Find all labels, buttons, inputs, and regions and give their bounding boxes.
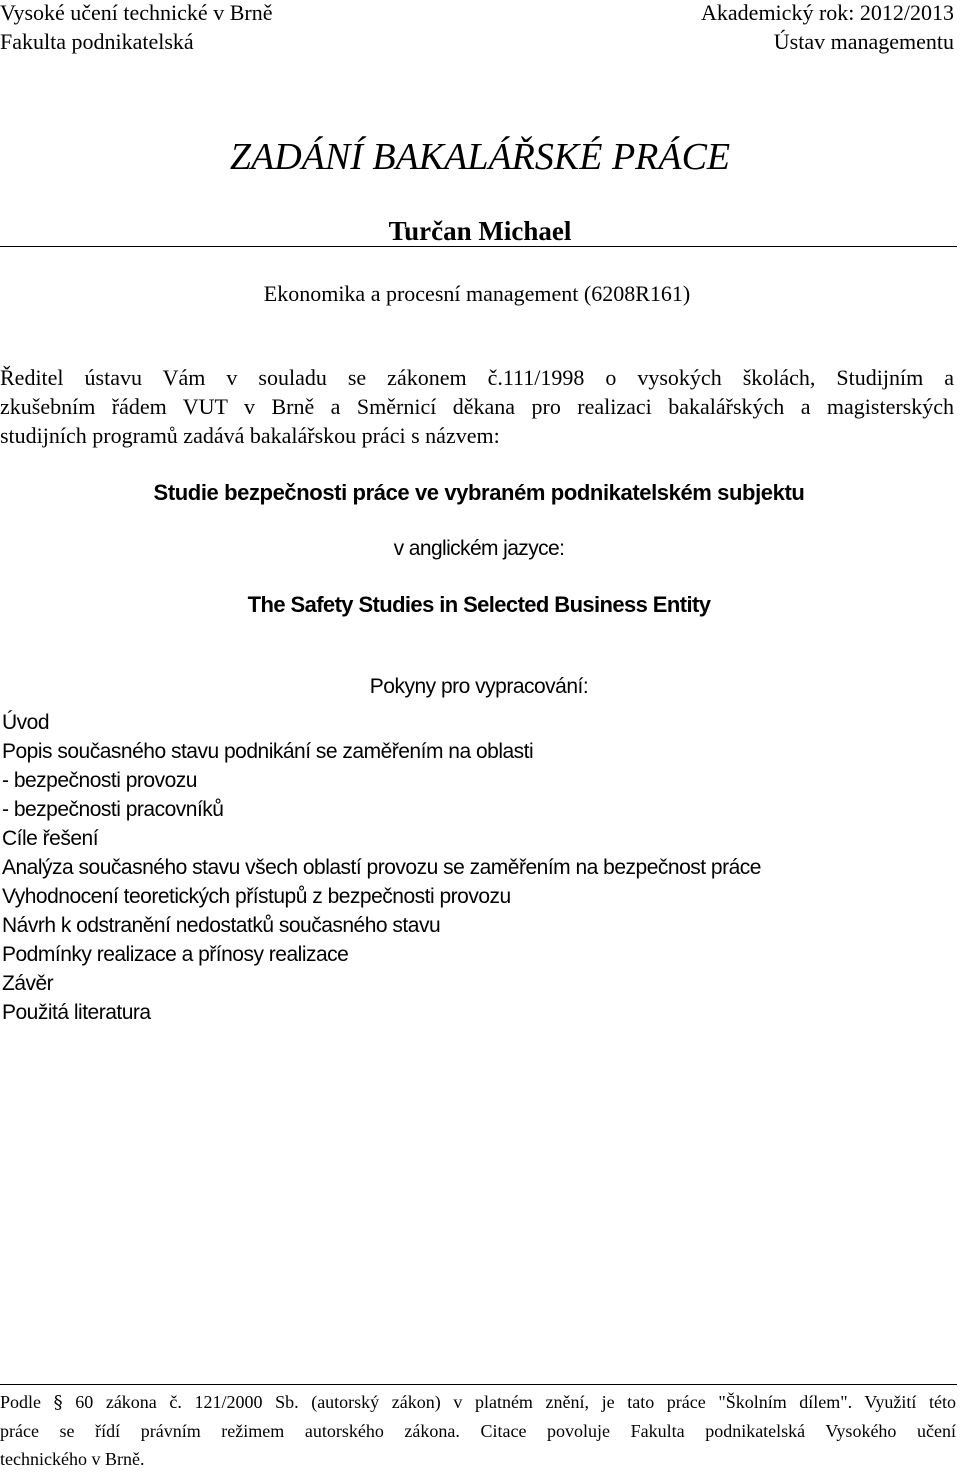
divider-top: [0, 246, 957, 247]
list-item: Vyhodnocení teoretických přístupů z bezpečnosti provozu: [2, 885, 511, 908]
list-item: Analýza současného stavu všech oblastí provozu se zaměřením na bezpečnost práce: [2, 856, 761, 879]
list-item: Podmínky realizace a přínosy realizace: [2, 943, 349, 966]
footer-line-3: technického v Brně.: [0, 1449, 145, 1469]
intro-line-2: zkušebním řádem VUT v Brně a Směrnicí děkana pro realizaci bakalářských a magisterských: [0, 394, 954, 419]
student-name: Turčan Michael: [388, 216, 572, 246]
faculty-name: Fakulta podnikatelská: [0, 29, 194, 54]
list-item: Úvod: [2, 711, 50, 734]
footer-line-1-text: 60 zákona č. 121/2000 Sb. (autorský zákon) v platném znění, je tato práce "Školním dílem". Využití této: [75, 1392, 957, 1412]
intro-paragraph: [0, 363, 954, 450]
footer-prefix: Podle: [0, 1392, 42, 1412]
list-item: Popis současného stavu podnikání se zaměřením na oblasti: [2, 740, 534, 763]
thesis-title-english: The Safety Studies in Selected Business Entity: [247, 592, 711, 617]
copyright-footer: [0, 1388, 956, 1473]
study-program: Ekonomika a procesní management (6208R161): [263, 281, 691, 306]
list-item: Cíle řešení: [2, 827, 99, 850]
intro-line-3: studijních programů zadává bakalářskou práci s názvem:: [0, 423, 500, 448]
footer-line-1: [0, 1388, 956, 1417]
instructions-heading: Pokyny pro vypracování:: [369, 675, 589, 698]
section-sign: §: [53, 1392, 63, 1413]
instructions-list: [2, 708, 761, 1027]
academic-year: Akademický rok: 2012/2013: [701, 0, 954, 25]
english-label: v anglickém jazyce:: [393, 537, 565, 560]
list-item: Závěr: [2, 972, 54, 995]
list-item: - bezpečnosti provozu: [2, 769, 197, 792]
list-item: Použitá literatura: [2, 1001, 151, 1024]
divider-bottom: [0, 1384, 957, 1385]
thesis-title-czech: Studie bezpečnosti práce ve vybraném podnikatelském subjektu: [153, 480, 805, 505]
institute-name: Ústav managementu: [773, 29, 954, 54]
list-item: Návrh k odstranění nedostatků současného stavu: [2, 914, 441, 937]
university-name: Vysoké učení technické v Brně: [0, 0, 273, 25]
document-title: ZADÁNÍ BAKALÁŘSKÉ PRÁCE: [229, 136, 731, 178]
intro-line-1: Ředitel ústavu Vám v souladu se zákonem č.111/1998 o vysokých školách, Studijním a: [0, 365, 954, 390]
list-item: - bezpečnosti pracovníků: [2, 798, 224, 821]
footer-line-2: práce se řídí právním režimem autorského zákona. Citace povoluje Fakulta podnikatelská Vysokého učení: [0, 1421, 956, 1441]
